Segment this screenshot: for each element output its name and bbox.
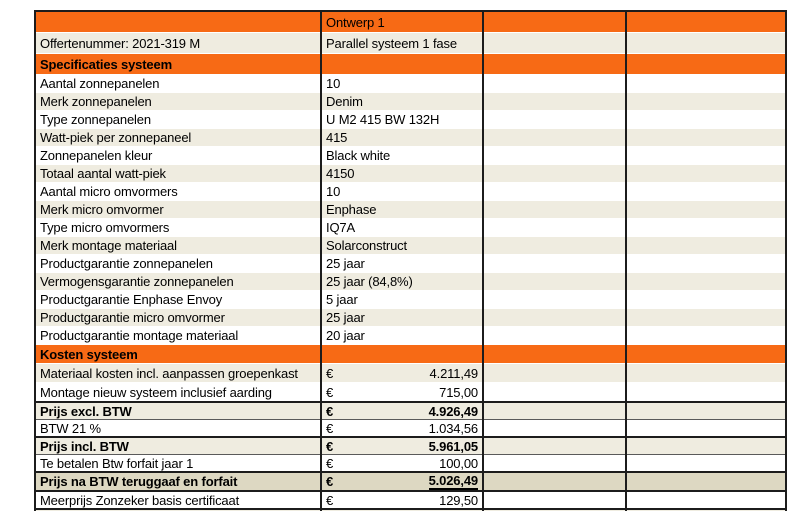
table-row	[35, 33, 786, 54]
table-row	[35, 165, 786, 183]
blank-cell-2[interactable]	[626, 219, 786, 237]
label-cell[interactable]: BTW 21 %	[35, 420, 321, 438]
blank-cell-2[interactable]	[626, 237, 786, 255]
blank-cell-1[interactable]	[483, 111, 626, 129]
money-value	[322, 493, 482, 508]
amount-value: 4.211,49	[429, 365, 478, 381]
blank-cell-1[interactable]	[483, 420, 626, 438]
blank-cell-2[interactable]	[626, 327, 786, 345]
label-cell[interactable]	[35, 11, 321, 33]
blank-cell-1[interactable]	[483, 11, 626, 33]
label-cell[interactable]: Prijs excl. BTW	[35, 402, 321, 420]
value-cell[interactable]: 25 jaar	[321, 309, 483, 327]
blank-cell-2[interactable]	[626, 402, 786, 420]
blank-cell-2[interactable]	[626, 93, 786, 111]
money-value	[322, 456, 482, 471]
amount-value: 5.026,49	[428, 473, 478, 488]
blank-cell-1[interactable]	[483, 93, 626, 111]
value-cell[interactable]	[321, 437, 483, 455]
table-row	[35, 402, 786, 420]
label-cell[interactable]: Offertenummer: 2021-319 M	[35, 33, 321, 54]
section-row	[35, 54, 786, 75]
table-row	[35, 75, 786, 93]
value-cell[interactable]: 25 jaar (84,8%)	[321, 273, 483, 291]
blank-cell-1[interactable]	[483, 147, 626, 165]
value-cell[interactable]: 10	[321, 183, 483, 201]
blank-cell-2[interactable]	[626, 364, 786, 383]
table-row	[35, 364, 786, 383]
blank-cell-2[interactable]	[626, 345, 786, 364]
value-cell[interactable]: 20 jaar	[321, 327, 483, 345]
label-cell[interactable]: Prijs incl. BTW	[35, 437, 321, 455]
value-cell[interactable]	[321, 364, 483, 383]
table-row	[35, 327, 786, 345]
amount-value: 715,00	[439, 384, 478, 400]
label-cell[interactable]: Merk zonnepanelen	[35, 93, 321, 111]
blank-cell-2[interactable]	[626, 129, 786, 147]
blank-cell-1[interactable]	[483, 237, 626, 255]
amount-value: 129,50	[439, 492, 478, 508]
label-cell[interactable]: Meerprijs Zonzeker basis certificaat	[35, 491, 321, 509]
label-cell[interactable]: Kosten systeem	[35, 345, 321, 364]
amount-value: 100,00	[439, 455, 478, 471]
header-row	[35, 11, 786, 33]
currency-symbol: €	[326, 403, 334, 419]
label-cell[interactable]: Productgarantie montage materiaal	[35, 327, 321, 345]
value-cell[interactable]: Parallel systeem 1 fase	[321, 33, 483, 54]
blank-cell-2[interactable]	[626, 420, 786, 438]
blank-cell-2[interactable]	[626, 491, 786, 509]
value-cell[interactable]: Denim	[321, 93, 483, 111]
value-cell[interactable]	[321, 472, 483, 491]
value-cell[interactable]: IQ7A	[321, 219, 483, 237]
table-row	[35, 383, 786, 403]
currency-symbol: €	[326, 474, 334, 489]
money-value	[322, 473, 482, 490]
blank-cell-1[interactable]	[483, 437, 626, 455]
value-cell[interactable]: Black white	[321, 147, 483, 165]
blank-cell-1[interactable]	[483, 402, 626, 420]
value-cell[interactable]: U M2 415 BW 132H	[321, 111, 483, 129]
table-row	[35, 455, 786, 473]
table-row	[35, 420, 786, 438]
blank-cell-2[interactable]	[626, 75, 786, 93]
label-cell[interactable]: Type micro omvormers	[35, 219, 321, 237]
blank-cell-2[interactable]	[626, 455, 786, 473]
table-row	[35, 309, 786, 327]
label-cell[interactable]: Productgarantie zonnepanelen	[35, 255, 321, 273]
amount-value: 1.034,56	[428, 420, 478, 436]
table-row	[35, 147, 786, 165]
label-cell[interactable]: Aantal micro omvormers	[35, 183, 321, 201]
blank-cell-1[interactable]	[483, 309, 626, 327]
amount-value: 5.961,05	[428, 438, 478, 454]
label-cell[interactable]: Watt-piek per zonnepaneel	[35, 129, 321, 147]
currency-symbol: €	[326, 492, 334, 508]
blank-cell-1[interactable]	[483, 383, 626, 403]
blank-cell-2[interactable]	[626, 309, 786, 327]
table-row	[35, 273, 786, 291]
blank-cell-2[interactable]	[626, 11, 786, 33]
table-row	[35, 111, 786, 129]
blank-cell-2[interactable]	[626, 111, 786, 129]
blank-cell-1[interactable]	[483, 219, 626, 237]
blank-cell-1[interactable]	[483, 327, 626, 345]
label-cell[interactable]: Merk micro omvormer	[35, 201, 321, 219]
value-cell[interactable]	[321, 491, 483, 509]
label-cell[interactable]: Materiaal kosten incl. aanpassen groepenkast	[35, 364, 321, 383]
money-value	[322, 421, 482, 436]
blank-cell-1[interactable]	[483, 291, 626, 309]
blank-cell-1[interactable]	[483, 491, 626, 509]
table-row	[35, 491, 786, 509]
blank-cell-2[interactable]	[626, 54, 786, 75]
currency-symbol: €	[326, 420, 334, 436]
table-row	[35, 255, 786, 273]
blank-cell-2[interactable]	[626, 273, 786, 291]
blank-cell-1[interactable]	[483, 255, 626, 273]
blank-cell-1[interactable]	[483, 273, 626, 291]
label-cell[interactable]: Productgarantie Enphase Envoy	[35, 291, 321, 309]
label-cell[interactable]: Montage nieuw systeem inclusief aarding	[35, 383, 321, 403]
value-cell[interactable]: 415	[321, 129, 483, 147]
blank-cell-2[interactable]	[626, 437, 786, 455]
blank-cell-2[interactable]	[626, 183, 786, 201]
currency-symbol: €	[326, 365, 334, 381]
money-value	[322, 404, 482, 419]
offer-table-body	[35, 11, 786, 511]
label-cell[interactable]: Specificaties systeem	[35, 54, 321, 75]
value-cell[interactable]	[321, 54, 483, 75]
blank-cell-2[interactable]	[626, 291, 786, 309]
currency-symbol: €	[326, 438, 334, 454]
money-value	[322, 385, 482, 400]
section-row	[35, 345, 786, 364]
spreadsheet	[34, 10, 789, 511]
value-cell[interactable]: 25 jaar	[321, 255, 483, 273]
table-row	[35, 183, 786, 201]
label-cell[interactable]: Merk montage materiaal	[35, 237, 321, 255]
table-row	[35, 129, 786, 147]
value-cell[interactable]	[321, 345, 483, 364]
table-row	[35, 237, 786, 255]
money-value	[322, 439, 482, 454]
value-cell[interactable]: Enphase	[321, 201, 483, 219]
blank-cell-1[interactable]	[483, 75, 626, 93]
blank-cell-2[interactable]	[626, 165, 786, 183]
blank-cell-2[interactable]	[626, 33, 786, 54]
table-row	[35, 201, 786, 219]
blank-cell-2[interactable]	[626, 201, 786, 219]
blank-cell-1[interactable]	[483, 33, 626, 54]
label-cell[interactable]: Totaal aantal watt-piek	[35, 165, 321, 183]
offer-table	[34, 10, 787, 511]
label-cell[interactable]: Vermogensgarantie zonnepanelen	[35, 273, 321, 291]
blank-cell-2[interactable]	[626, 147, 786, 165]
value-cell[interactable]: 5 jaar	[321, 291, 483, 309]
money-value	[322, 366, 482, 381]
table-row	[35, 93, 786, 111]
label-cell[interactable]: Aantal zonnepanelen	[35, 75, 321, 93]
currency-symbol: €	[326, 384, 334, 400]
currency-symbol: €	[326, 455, 334, 471]
blank-cell-1[interactable]	[483, 201, 626, 219]
label-cell[interactable]: Te betalen Btw forfait jaar 1	[35, 455, 321, 473]
label-cell[interactable]: Prijs na BTW teruggaaf en forfait	[35, 472, 321, 491]
value-cell[interactable]	[321, 402, 483, 420]
blank-cell-1[interactable]	[483, 129, 626, 147]
blank-cell-2[interactable]	[626, 383, 786, 403]
blank-cell-1[interactable]	[483, 345, 626, 364]
value-cell[interactable]: Solarconstruct	[321, 237, 483, 255]
value-cell[interactable]	[321, 455, 483, 473]
label-cell[interactable]: Productgarantie micro omvormer	[35, 309, 321, 327]
value-cell[interactable]	[321, 420, 483, 438]
label-cell[interactable]: Zonnepanelen kleur	[35, 147, 321, 165]
amount-value: 4.926,49	[428, 403, 478, 419]
blank-cell-1[interactable]	[483, 472, 626, 491]
label-cell[interactable]: Type zonnepanelen	[35, 111, 321, 129]
blank-cell-2[interactable]	[626, 472, 786, 491]
value-cell[interactable]: Ontwerp 1	[321, 11, 483, 33]
table-row	[35, 219, 786, 237]
table-row	[35, 437, 786, 455]
blank-cell-1[interactable]	[483, 165, 626, 183]
blank-cell-1[interactable]	[483, 455, 626, 473]
value-cell[interactable]: 4150	[321, 165, 483, 183]
value-cell[interactable]	[321, 383, 483, 403]
blank-cell-2[interactable]	[626, 255, 786, 273]
blank-cell-1[interactable]	[483, 54, 626, 75]
blank-cell-1[interactable]	[483, 364, 626, 383]
value-cell[interactable]: 10	[321, 75, 483, 93]
table-row	[35, 472, 786, 491]
table-row	[35, 291, 786, 309]
blank-cell-1[interactable]	[483, 183, 626, 201]
